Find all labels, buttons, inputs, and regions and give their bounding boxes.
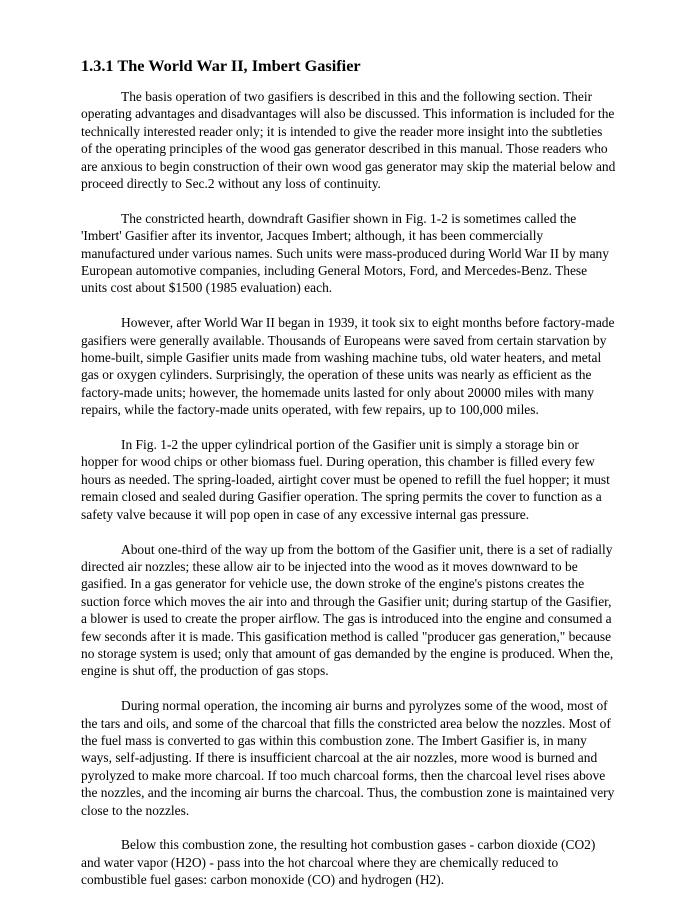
paragraph-fuel-hopper: In Fig. 1-2 the upper cylindrical portion of the Gasifier unit is simply a storage bin or hopper for wood chips or other biomass fuel. During operation, this chamber is filled every few hours as needed. The spring-loaded, airtight cover must be opened to refill the fuel hopper; it must remain closed and sealed during Gasifier operation. The spring permits the cover to function as a safety valve because it will pop open in case of any excessive internal gas pressure. bbox=[81, 437, 610, 522]
paragraph-intro: The basis operation of two gasifiers is described in this and the following section. Their operating advantages and disadvantages will also be discussed. This information is included for the technically interested reader only; it is intended to give the reader more insight into the subtleties of the operating principles of the wood gas generator described in this manual. Those readers who are anxious to begin construction of their own wood gas generator may skip the material below and proceed directly to Sec.2 without any loss of continuity. bbox=[81, 89, 616, 192]
paragraph-air-nozzles: About one-third of the way up from the bottom of the Gasifier unit, there is a set of radially directed air nozzles; these allow air to be injected into the wood as it moves downward to be gasified. In a gas generator for vehicle use, the down stroke of the engine's pistons creates the suction force which moves the air into and through the Gasifier unit; during startup of the Gasifier, a blower is used to create the proper airflow. The gas is introduced into the engine and consumed a few seconds after it is made. This gasification method is called "producer gas generation," because no storage system is used; only that amount of gas demanded by the engine is produced. When the, engine is shut off, the production of gas stops. bbox=[81, 541, 614, 679]
document-page bbox=[81, 56, 616, 889]
paragraph-normal-operation: During normal operation, the incoming air burns and pyrolyzes some of the wood, most of the tars and oils, and some of the charcoal that fills the constricted area below the nozzles. Most of the fuel mass is converted to gas within this combustion zone. The Imbert Gasifier is, in many ways, self-adjusting. If there is insufficient charcoal at the air nozzles, more wood is burned and pyrolyzed to make more charcoal. If too much charcoal forms, then the charcoal level rises above the nozzles, and the incoming air burns the charcoal. Thus, the combustion zone is maintained very close to the nozzles. bbox=[81, 698, 615, 818]
paragraph-constricted-hearth: The constricted hearth, downdraft Gasifier shown in Fig. 1-2 is sometimes called the 'Imbert' Gasifier after its inventor, Jacques Imbert; although, it has been commercially manufactured under various names. Such units were mass-produced during World War II by many European automotive companies, including General Motors, Ford, and Mercedes-Benz. These units cost about $1500 (1985 evaluation) each. bbox=[81, 210, 609, 296]
paragraph-combustion-zone: Below this combustion zone, the resulting hot combustion gases - carbon dioxide (CO2) and water vapor (H2O) - pass into the hot charcoal where they are chemically reduced to combustible fuel gases: carbon monoxide (CO) and hydrogen (H2). bbox=[81, 837, 596, 888]
section-heading: 1.3.1 The World War II, Imbert Gasifier bbox=[81, 56, 361, 75]
paragraph-world-war-ii: However, after World War II began in 1939, it took six to eight months before factory-made gasifiers were generally available. Thousands of Europeans were saved from certain starvation by home-built, simple Gasifier units made from washing machine tubs, old water heaters, and metal gas or oxygen cylinders. Surprisingly, the operation of these units was nearly as efficient as the factory-made units; however, the homemade units lasted for only about 20000 miles with many repairs, while the factory-made units operated, with few repairs, up to 100,000 miles. bbox=[81, 315, 615, 418]
